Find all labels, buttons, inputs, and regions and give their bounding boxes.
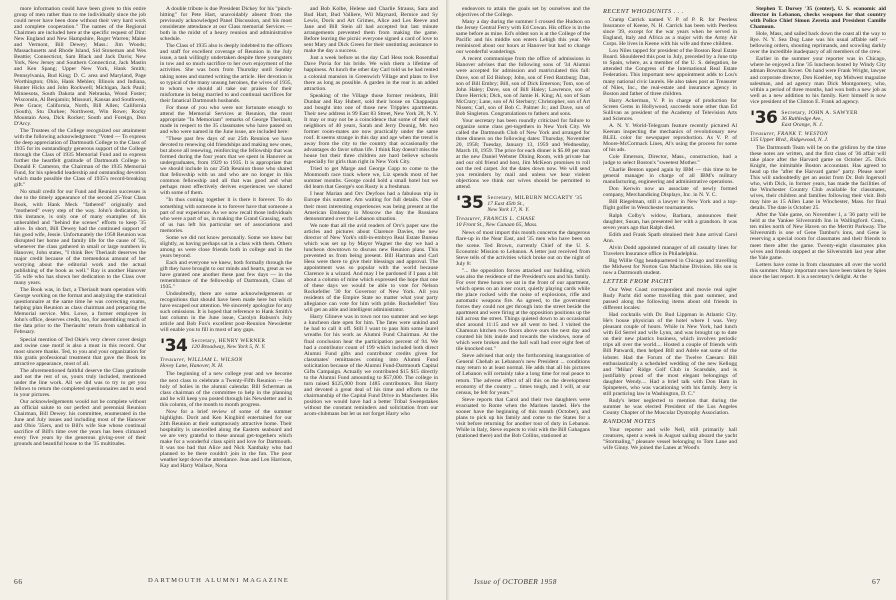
paragraph: A. N. Y. World-Telegram feature recently pictured Al Keenan inspecting the mechanics of revolutionary new BLEL color for newspaper reproduction. As V. P. of Moore-McCormack Lines, Al's using the process for some of his ads.: [603, 122, 737, 154]
class-number: '35: [456, 193, 484, 214]
paragraph: The beginning of a new college year and we become the next class to celebrate a Twenty-Fifth Reunion — the holy of holies in the alumni calendar. Bill Scherman as class chairman of the committee to help in the planning and he will keep you posted through his Newsletter and in this column, of the month to month progress.: [160, 371, 292, 408]
paragraph: Hole, Mass, and sailed back down the coast all the way to Rye. N. Y. Sea Dog Lane was his usual affable self — bellowing orders, shouting reprimands, and scowling darkly over the incredible inadequacy of all members of the crew.: [750, 31, 886, 56]
paragraph: Charlie Benton upped again by IBM — this time to be general manager in charge of all IBM's military manufacturing, engineering and administrative operations.: [603, 167, 737, 186]
column-5: [603, 6, 737, 574]
paragraph: Lou Niles tapped for president of the Boston Real Estate Board. Shouldered this post in July, preceded by a June trip to Spain, where, as a member of the U. S. delegation, he attended the Congress of the International Real Estate Federation. This important new appointment adds to Lou's many national civic laurels. He also takes post as Treasurer of Niles, Inc., the real-estate and insurance agency in Boston and father of three children.: [603, 48, 737, 97]
treasurer-address: 135 Upper Blvd., Ridgewood, N. J.: [750, 136, 829, 143]
paragraph: We note that all the avid readers of Orv's paper saw the articles and pictures about Clarence Davies, the new director of New York's still-in-embryo Real Estate Bureau which was set up by Mayor Wagner the day we had a luncheon downtown to discuss new Reunion plans. This prevented us from being present. Bill Hartman and Carl Hess were there to give their blessings and approval. The appointment was so popular with the world because Clarence is a wizard. And may I be pardoned if I pass a bit about a column of mine which expressed the hope that one of these days we would be able to vote for Nelson Rockefeller '30 for Governor of New York. All you residents of the Empire State no matter what your party allegiance can vote for him with pride. Rockefeller! You will get an able and intelligent administrator.: [304, 222, 438, 314]
class-heading-36: [750, 107, 886, 128]
paragraph: Each and everyone we knew, both formally through the gift they have brought to our minds and hearts, great as we have granted one another these past few days — in the remembrance of the fellowship of Dartmouth, Class of 1935.": [160, 259, 292, 291]
paragraph: Speaking of the Village those former residents, Bill Dunbar and Ray Hubert, sold their house on Chappaqua and bought into one of those new Tripplex apartments. Their new address is 99 East 83 Street, New York 28, N. Y. It may or may not be a coincidence that some of their old neighbors of 40 years, Sarah and Jerry Dounig, Mr. two former room-mates are now practically under the same roof. It seems strange in this day and age when the trend is away from the city to the country that occasionally the advantages do favor urban life. I think Ray doesn't miss the house but their three children are hard believe schools especially for girls than right in New York City.: [304, 92, 438, 166]
secretary-address: 36 Ruthledge Ave.,: [781, 115, 824, 122]
column-3: [304, 6, 438, 574]
column-4: [456, 6, 590, 574]
paragraph: Had cocktails with Dr. Bud Lippman in Atlantic City. He's house physician of the hotel where I was. Very pleasant couple of hours. While in New York, had lunch with Ed Serrel and wife Lynn, and was brought up to date on their new plastics business, which involves periodic trips all over the world.... Hosted a couple of friends with Bill Patwardi, then helped Bill and Adele eat some of the lobster. Had the Forum of the Twelve Caesars: Bill enthusiastically a scheduled wedding of the new Kellogg and "Milan" Ridge Golf Club in Scarsdale, and is justifiably proud of the most elegant belongings of daughter Wendy.... Had a brief talk with Don Ham in Spinpeters, who was vacationing with his family. Jerry is still practicing law in Washington, D. C.": [603, 312, 737, 397]
paragraph: "These past few days of our 25th Reunion we have devoted to renewing old friendships and making new ones, but above all renewing, reinforcing the fellowship that was formed during the four years that we spent in Hanover as undergraduates, from 1929 to 1935. It is appropriate that we should include in our 25th Reunion those who shared that fellowship with us and who are no longer in this common fellowship and all that was good and what perhaps most effectively derives experiences we shared with some of them.: [160, 135, 292, 197]
paragraph: A recent communique from the office of admissions in Hanover advises that the following sons of '34 Alumni were accepted for admission and matriculated this fall: Dave, son of Ed Bishop; John, son of Fred Ratzburg; Dan, son of Bill Embry; Bill, son of Dick Emerson; Tom, son of John Haley; Dave, son of Bill Haley; Lawrence, son of Dave Herrick; Dick, son of Jamie H. King; Al, son of Sam McCrary; Lane, son of Al Sterbury; Christopher, son of Art Nissen; Carl, son of Bob C. Palmer Jr.; and Dave, son of Bob Singleton. Congratulations to fathers and sons.: [456, 56, 590, 117]
photo-caption: Stephen T. Dorsey '35 (center), U. S. economic aid director in Lebanon, checks weapons for that country with Police Chief Simon Zeretia and President Camille Chamoun.: [750, 6, 886, 31]
paragraph: Alvin Dodd appointed manager of all casualty lines for Travelers Insurance office in Philadelphia.: [603, 244, 737, 257]
paragraph: The Class of 1935 also is deeply indebted to the officers and staff for excellent coverage of Reunion in the July issue, a task willingly undertaken despite three youngsters in tow and so much sacrifice to her own enjoyment of the activities. She was born from Thursday until Sunday taking notes and started writing the article. Her devotion is so typical of the many unsung heroines, the wives of 1935, to whom we should all take our praises for their misfortune in being married to and continual sacrifices for their fanatical Dartmouth husbands.: [160, 43, 292, 104]
paragraph: Just a week before us the day Carl Hess took Rosenthal Dave Pavia for his bride. We wish them a lifetime of happiness. At lunch the other day Carl told us he had rented a colonial mansion in Greenwich Village and plans to live there as long as possible. A garden in the rear is an added attraction.: [304, 55, 438, 92]
paragraph: Edith and Frank Spath obtained their June arrival Carol Ann.: [603, 231, 737, 244]
issue-date: Issue of OCTOBER 1958: [474, 577, 557, 586]
class-number: '36: [750, 107, 778, 128]
paragraph: Your reporter and wife Nell, still primarily hall creatures, spent a week in August sailing aboard the yacht "Stormaling," pleasure vessel belonging to Tom Lane and wife Ginny. We joined the Lanes at Wood's: [603, 427, 737, 452]
paragraph: Some we did not know personally. Some we knew but slightly, as having perhaps sat in a class with them. Others among us were close friends both in college and in the years beyond.: [160, 234, 292, 259]
secretary-address-2: New York 17, N. Y.: [487, 207, 530, 214]
paragraph: Letters have come in from classmates all over the world this summer. Many important ones have been taken by Spies since the last report. It is a secretary's delight. At the: [750, 261, 886, 280]
treasurer-address: 10 Front St., New Canaan 65, Mass.: [456, 222, 538, 229]
paragraph: The Book was, in fact, a Theriault team operation with George working on the format and analyzing the statistical questionnaire at the same time he was correcting exams, helping plan Reunion as class chairman and preparing the Memorial service. Mrs. Lowe, a former employee in John's office, deserves credit, too, for assembling much of the data prior to the Theriaults' return from sabbatical in February.: [14, 287, 146, 336]
section-heading: LETTER FROM PACHT: [603, 277, 673, 285]
paragraph: Our acknowledgements would not be complete without an official salute to our perfect and perennial Reunion Chairman, Bill Dewey. his committee, enumerated in the June and July issues and including most of the Hanover and Ohio '35ers, and to Bill's wife Sue whose continual sacrifice of Bill's time over the years has been climaxed every five years by the generous giving-over of their grounds and beautiful house to the '35 multitudes.: [14, 399, 146, 448]
paragraph: more information could have been given to this entire group of men rather than to me individually since the job could never have been done without their very hard work and complete cooperation." The names of the Regional Chairmen are included here at the specific request of Dint: New England and New Hampshire, Roger Warren; Maine and Vermont, Bill Dewey; Mass.: Jim Woods; Massachusetts and Rhode Island, Sid Stoneman and Wes Beattie; Connecticut, Sam Black and Jack Davis; New York, New Jersey and Southern Connecticut, Jack Mastin and Ken Spang; Upper New York, Hank Smith; Pennsylvania, Bud King; D. C. area and Maryland, Page Worthington; Ohio, Hank Mehlen; Illinois and Indiana, Hunter Hicks and John Rockwell; Michigan, Jack Pauli; Minnesota, South Dakota and Nebraska, Wood Foster; Wisconsin, Al Benjamin; Missouri, Kansas and Southwest, Pete Grace; California, North, Bill Allen; California (South), Stu Durkee; Northwest, Win Rowe; Rocky Mountain Area, Dick Rocker; South and Foreign, Don D'Arcy.: [14, 6, 146, 127]
paragraph: Cole Emerson, Director, Mass., construction, had a judge to select Boston's "sweetest Mother.": [603, 154, 737, 167]
paragraph: Many a day during the summer I crossed the Hudson on the Jersey Central Ferry with Ed Cowan. His office is in the same before as mine. Ed's oldest son is at the College of the Pacific and his middle son enters Lehigh this year. We reminisced about our hours at Hanover but had to change our wonderful wanderings.: [456, 19, 590, 56]
section-heading: RECENT WHODUNITS . . .: [603, 8, 684, 15]
paragraph: A double tribute is due President Dickey for his "pinch-hitting" for Pete Hart, unavoidably absent from the previously acknowledged Panel Discussion, and his most considerate attendance at our Class memorial Services — both in the midst of a heavy reunion and administrative schedule.: [160, 6, 292, 43]
paragraph: For those of you who were not fortunate enough to attend the Memorial Services at Reunion, the most appropriate "In Memoriam" remarks of George Theriault, made in respect to the 35 classmates who have passed on and who were named in the June issue, are included here:: [160, 104, 292, 135]
column-1: [14, 6, 146, 574]
class-number: '34: [160, 336, 188, 357]
paragraph: endeavors to attain the goals set by ourselves and the objectives of the College.: [456, 6, 590, 19]
paragraph: Harry Glineve was in town not too summer and we kept a luncheon date open for him. The fates were unkind and he had to call it off. Still I want to pass him some laurel wreaths for his work as Alumni Fund Chairman. At the final conclusion hear the participation percent of 94. We had a contributor count of 199 which included both direct Alumni Fund gifts and contributor credits given for classmates' remittances coming into Alumni Fund solicitation because of the Alumni Fund-Dartmouth Capital Gifts Campaign. Actually we contributed $15 $15 directly to the Alumni Fund amounting to $57,000. The college in turn raised $125,000 from 1485 contributors. But Harry and devoted a great deal of his time and efforts to the chairmanship of the Capital Fund Drive in Manchester. His position we would have had a better Tribal Sweepstakes without the constant reminders and solicitation from our acom-clubmans but let us not forget Harry who: [304, 314, 438, 418]
paragraph: Harry Ackerman, V. P. in charge of production for Screen Gems in Hollywood, succeeds none other than Ed Sullivan as president of the Academy of Television Arts and Sciences.: [603, 97, 737, 122]
right-page-number: 67: [872, 577, 881, 586]
treasurer-name: Treasurer, WILLIAM L. WILSON: [160, 357, 243, 364]
treasurer-address: Hovey Lane, Hanover, N. H.: [160, 363, 224, 370]
paragraph: Rudy's letter neglected to mention that during the summer he was elected President of the Los Angeles County Chapter of the Muscular Dystrophy Association.: [603, 397, 737, 416]
magazine-title: DARTMOUTH ALUMNI MAGAZINE: [148, 577, 290, 584]
paragraph: Our West Coast correspondent and movie real ogler Rudy Pacht did some travelling this past summer, and passed along the following items about old friends in different locales:: [603, 287, 737, 312]
class-officers: [191, 338, 265, 350]
class-officers: [487, 195, 582, 213]
secretary-address: 17 East 45th St.,: [487, 201, 525, 208]
paragraph: Don Kerwin now an associate of newly formed company, Merchandising Displays, Inc. in N. Y. C.: [603, 186, 737, 199]
paragraph: "... the opposition forces attacked our building, which was also the residence of the President's son and his family. For over three hours we sat in the front of our apartment, which opens on an inner court, quietly playing cards while the place rocked with the noise of explosions, rifle and automatic weapons fire. As agreed, to the government forces they could not get through into the street beside the apartment and were firing at the opposition positions up the hill across the street. Things quieted down to an occasional shot around 11:15 and we all went to bed. I visited the Chamoun kitchen two floors above ours the next day and counted his bits inside and towards the windows, none of which were broken and the hall wall had over eight feet of tile knocked out.": [456, 267, 590, 353]
left-page-number: 66: [14, 577, 23, 586]
treasurer-block: [160, 357, 292, 369]
paragraph: Earlier in the summer your reporter was in Chicago, where he enjoyed a fine '35 luncheon hosted by Windy City adman Bowman Kover. On hand were Frank Wright, lawyer and corporate director, Don Koehler, top Midwest magazine salesman, and ad agency man Dick Montgomery, who, within a period of three months, had won both a new job as well as a new addition to his family. Kerr himself is now vice president of the Clinton E. Frank ad agency.: [750, 56, 886, 105]
secretary-address: 120 Broadway, New York 5, N. Y.: [191, 344, 266, 351]
class-officers: [781, 110, 857, 128]
paragraph: Ralph Colby's widow, Barbara, announces their daughter, Susan, has presented her with a grandson. It was seven years ago that Ralph died.: [603, 212, 737, 231]
treasurer-block: [456, 216, 590, 228]
paragraph: Tried to get Marge and George Copp to come to the Monmouth race track where we, Liz spends most of her summer months. George could hold a small hotel but we did learn that George's son Rusty is a freshman.: [304, 166, 438, 191]
paragraph: "In thus coming together it is there it forever. To do something with someone is to forever have that someone a part of our experience. As we now recall those individuals who were a part of us, in making the Grand Grassing, each of us has left his particular set of associations and memories.: [160, 197, 292, 234]
paragraph: Steve reports that Carol and their two daughters were evacuated to Rome when the Marines landed. He's the sooner have the beginning of this month (October), and plans to pick up his family and come to the States for a visit before returning for another tour of duty in Lebanon. While in Italy, Steve expects to visit with the Bill Gahagans (stationed there) and the Bob Collins, stationed at: [456, 396, 590, 439]
paragraph: The aforementioned faithful deserve the Class gratitude and not the rest of us, yours truly included, mentioned under the line work. All we did was to try to get you fellows to return the completed questionnaires and to send in your pictures.: [14, 367, 146, 398]
treasurer-name: Treasurer, FRANCIS L. CHASE: [456, 216, 536, 223]
paragraph: Steve advised that only the forthcoming inauguration of General Chehab as Lebanon's new President ... conditions may return to at least normal. He adds that all his pictures of Lebanon will certainly take a long time for real peace to return. The adverse effect of all this on the development economy of the country ... times tough, and I will, at our census, be felt for years.": [456, 353, 590, 396]
treasurer-name: Treasurer, FRANK T. WESTON: [750, 130, 828, 137]
paragraph: and Bob Kolbe, Helene and Charlie Strauss, Sara and Bud Hart, Bud Valliere, Wil Maynard, Bernice and Sy Lewis, Doris and Art Grimes, Alice and Les Reeve and Jane and Bill Stein all had accepted but last minute arrangements prevented them from making the game. Before leaving the picnic everyone signed a card of love to sent Mary and Dick Green for their unstinting assistance to make the day a success.: [304, 6, 438, 55]
treasurer-block: [750, 131, 886, 143]
paragraph: After the Yale game, on November 1, a '36 party will be held at the Yankee Silversmith Inn in Wallingford. Conn., ten miles north of New Haven on the Merritt Parkway. The Silversmith is one of Gene Tambur's inns, and Gene is reserving a special room for classmates and their friends to meet there after the game. Twenty-eight classmates plus wives and friends stopped at the Silversmith last year after the Yale game.: [750, 212, 886, 261]
secretary-name: Secretary, MILBURN MCGARTY '35: [487, 195, 583, 202]
class-heading-35: [456, 195, 590, 213]
paragraph: Bill Riegelman, still a lawyer in New York and a top-flight golfer in Westchester tournaments.: [603, 199, 737, 212]
secretary-name: Secretary, HENRY WERNER: [191, 338, 266, 345]
column-6: [750, 6, 886, 574]
paragraph: I hear Marian and Orv Deyfoos had a fabulous trip in Europe this summer. Am waiting for full details. One of their most interesting experiences was being present at the American Embassy in Moscow the day the Russians demonstrated over the Lebanon situation.: [304, 191, 438, 222]
paragraph: No small credit for our Fund and Reunion successes is due to the timely appearance of the second 25-Year Class Book, with Hank Meck "fathered" originally and "mothered" every step of the way. John's dedication, in this instance, is only one of many examples of his unheralded and "behind the scenes" efforts to keep '35 alive. In short, Bill Dewey had the continued support of his good wife, Jessie. Unfortunately the 1958 Reunion was disrupted her home and family life for the cause of '35, whenever the class gathered in small or large numbers in Hanover, John states, "I think Bev Theriault deserves the major credit because of the tremendous amount of her worrying about the editorial work and the actual publishing of the book as well." Ray is another Hanover '35 wife who has shown her dedication to the Class over many years.: [14, 189, 146, 287]
paragraph: Cramp Carrick named V. P. of P. R. for Peerless Insurance of Keene, N. H. Carrick has been with Peerless since '39, except for the war years when he served in England, Italy and Africa as a major with the Army Air Corps. He lives in Keene with his wife and three children.: [603, 17, 737, 48]
section-heading: RANDOM NOTES: [603, 418, 656, 425]
secretary-address-2: East Orange, N. J.: [781, 121, 824, 128]
paragraph: Your secretary has been roundly criticized for failure to organize some class get-togethers in New York City. We called the Dartmouth Club of New York and arranged for three dinners on the following dates: Thursday, November 20, 1958; Tuesday, January 13, 1959 and Wednesday, March 18, 1959. The price for each dinner is $5.00 per man at the new Daniel Webster Dining Room, with private bar and our old friend and host, Jim McKeon promises to roll out the red carpet. Jot the dates down now. We will send you reminders by mail and unless we hear violent objections we think our wives should be permitted to attend.: [456, 117, 590, 191]
paragraph: Now for a brief review of some of the summer highlights. Dorit and Ken Kingbird entertained for our 24th Reunion at their sumptuously attractive home. Their hospitality is unexcelled along the Eastern seaboard and we are very grateful to these annual get-togethers which make for a wonderful class spirit and love for Dartmouth. It was too bad that Alice and Nick Xanthaky who had planned to be there couldn't join in the fun. The poor weather kept down the attendance. Jean and Len Harrison, Kay and Harry Wallace, Nona: [160, 408, 292, 470]
paragraph: News of most import this month concerns the dangerous flare-up in the Near East, and '35 men who have been on the scene. Ted Brown, currently Chief of the U. S. Economic Mission to Lebanon. A letter just received from Steve tells of the activities which broke out on the night of July 8:: [456, 230, 590, 267]
class-heading-34: [160, 336, 292, 357]
paragraph: Special mention of Ted Okie's very clever cover design and swine case motif is also a must in this record. Our most sincere thanks. Ted, to you and your organization for this gratis professional treatment that gave the Book its attractive appearance, most of all.: [14, 336, 146, 367]
paragraph: Undoubtedly, there are some acknowledgements or recognitions that should have been made here but which have escaped our attention. We sincerely apologize for any such omissions. It is hoped that reference to Hank Smith's last column in the June issue, Carolyn Babson's July article and Bob Fox's excellent post-Reunion Newsletter will enable you to fill in most of any gaps.: [160, 291, 292, 334]
page-gutter: [446, 0, 450, 600]
column-2: [160, 6, 292, 574]
paragraph: Big Willie Ogg headquartered in Chicago and travelling the Midwest for Norton Gas Machine Division. His son is now a Dartmouth student.: [603, 257, 737, 276]
secretary-name: Secretary, JOHN A. SAWYER: [781, 109, 858, 116]
paragraph: The Dartmouth Team will be on the gridiron by the time these notes are written, and the first class of '36 affair will take place after the Harvard game on October 25. Dick Knight, the inimitable Boston accountant. Has agreed to head up the "after the Harvard game" party. Please note! This will undoubtedly get an assist from Dr. Bob Ingersoll who, with Dick, in former years, has made the facilities of the Winchester Country Club available for classmates, wives, their children and families following their visit. Bob may hire as 15 Allen Lane in Winchester, Mass. for final details. The date is October 25.: [750, 144, 886, 212]
paragraph: The Trustees of the College recognized our attainment with the following acknowledgment: "Voted — To express the deep appreciation of Dartmouth College to the Class of 1935 for its outstandingly generous support of the College through the Class of 1935 Memorial Fund and to express further the heartfelt gratitude of Dartmouth College to Donald F. Cameron, the Chairman of the 1935 Memorial Fund, for his splendid leadership and outstanding devotion which made possible the Class of 1935's record-breaking gift.": [14, 127, 146, 189]
